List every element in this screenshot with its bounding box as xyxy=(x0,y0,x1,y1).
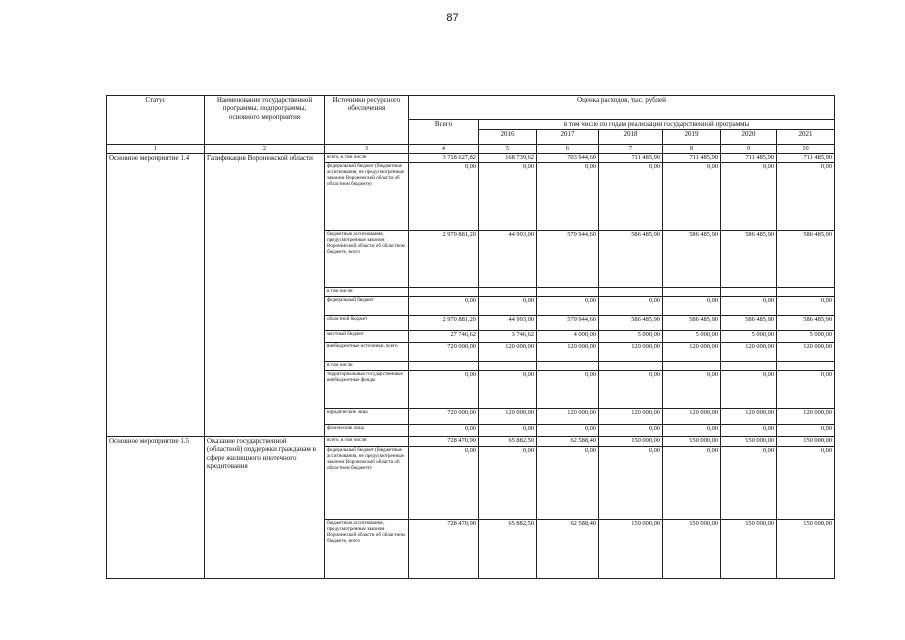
year-value-cell: 0,00 xyxy=(537,425,599,437)
year-value-cell: 65 882,50 xyxy=(479,437,537,447)
header-by-years: в том числе по годам реализации государственной программы xyxy=(479,120,835,130)
year-value-cell xyxy=(721,288,777,297)
year-value-cell xyxy=(537,288,599,297)
funding-source-cell: юридические лица xyxy=(325,409,409,425)
year-value-cell: 586 485,90 xyxy=(721,231,777,288)
year-value-cell: 150 000,00 xyxy=(777,520,835,579)
total-value-cell: 3 718 627,82 xyxy=(409,154,479,163)
year-value-cell: 3 746,62 xyxy=(479,331,537,343)
year-value-cell: 0,00 xyxy=(777,371,835,409)
budget-table xyxy=(106,95,835,579)
year-value-cell: 0,00 xyxy=(721,371,777,409)
header-year: 2018 xyxy=(599,130,663,145)
year-value-cell: 0,00 xyxy=(599,447,663,520)
total-value-cell xyxy=(409,362,479,371)
year-value-cell: 0,00 xyxy=(479,371,537,409)
year-value-cell: 120 000,00 xyxy=(663,343,721,362)
year-value-cell: 120 000,00 xyxy=(537,343,599,362)
year-value-cell: 0,00 xyxy=(599,297,663,316)
funding-source-cell: бюджетные ассигнования, предусмотренные законом Воронежской области об областном бюджете, всего xyxy=(325,520,409,579)
year-value-cell: 120 000,00 xyxy=(777,343,835,362)
total-value-cell: 728 470,90 xyxy=(409,437,479,447)
year-value-cell: 586 485,90 xyxy=(777,316,835,331)
column-number-row xyxy=(107,145,835,154)
year-value-cell: 579 944,60 xyxy=(537,316,599,331)
year-value-cell: 711 485,90 xyxy=(663,154,721,163)
year-value-cell: 0,00 xyxy=(721,163,777,231)
funding-source-cell: территориальные государственные внебюджетные фонды xyxy=(325,371,409,409)
year-value-cell: 0,00 xyxy=(663,297,721,316)
year-value-cell: 120 000,00 xyxy=(599,343,663,362)
header-estimate: Оценка расходов, тыс. рублей xyxy=(409,96,835,120)
year-value-cell: 0,00 xyxy=(721,425,777,437)
header-name: Наименование государственной программы, подпрограммы, основного мероприятия xyxy=(205,96,325,145)
funding-source-cell: федеральный бюджет xyxy=(325,297,409,316)
column-number: 5 xyxy=(479,145,537,154)
year-value-cell: 120 000,00 xyxy=(777,409,835,425)
funding-source-cell: федеральный бюджет (бюджетные ассигнования, не предусмотренные законом Воронежской области об областном бюджете) xyxy=(325,163,409,231)
column-number: 7 xyxy=(599,145,663,154)
year-value-cell: 0,00 xyxy=(777,297,835,316)
header-status: Статус xyxy=(107,96,205,145)
year-value-cell: 586 485,90 xyxy=(721,316,777,331)
year-value-cell: 120 000,00 xyxy=(721,409,777,425)
year-value-cell: 0,00 xyxy=(537,371,599,409)
year-value-cell: 0,00 xyxy=(479,425,537,437)
status-cell: Основное мероприятие 1.5 xyxy=(107,437,205,579)
total-value-cell: 728 470,90 xyxy=(409,520,479,579)
year-value-cell: 711 485,90 xyxy=(721,154,777,163)
total-value-cell: 0,00 xyxy=(409,447,479,520)
year-value-cell: 711 485,90 xyxy=(599,154,663,163)
year-value-cell xyxy=(479,288,537,297)
measure-name-cell: Газификация Воронежской области xyxy=(205,154,325,437)
year-value-cell: 65 882,50 xyxy=(479,520,537,579)
funding-source-cell: физические лица xyxy=(325,425,409,437)
column-number: 6 xyxy=(537,145,599,154)
funding-source-cell: бюджетные ассигнования, предусмотренные законом Воронежской области об областном бюджете, всего xyxy=(325,231,409,288)
year-value-cell: 586 485,90 xyxy=(599,316,663,331)
year-value-cell: 703 944,60 xyxy=(537,154,599,163)
funding-source-cell: федеральный бюджет (бюджетные ассигнования, не предусмотренные законом Воронежской области об областном бюджете) xyxy=(325,447,409,520)
header-total: Всего xyxy=(409,120,479,145)
year-value-cell: 150 000,00 xyxy=(721,520,777,579)
year-value-cell: 0,00 xyxy=(479,163,537,231)
column-number: 1 xyxy=(107,145,205,154)
year-value-cell: 62 588,40 xyxy=(537,437,599,447)
funding-source-cell: в том числе: xyxy=(325,288,409,297)
year-value-cell xyxy=(537,362,599,371)
year-value-cell: 0,00 xyxy=(663,371,721,409)
year-value-cell: 5 000,00 xyxy=(721,331,777,343)
header-year: 2017 xyxy=(537,130,599,145)
year-value-cell: 5 000,00 xyxy=(663,331,721,343)
funding-source-cell: всего, в том числе: xyxy=(325,154,409,163)
funding-source-cell: местный бюджет xyxy=(325,331,409,343)
total-value-cell: 0,00 xyxy=(409,297,479,316)
year-value-cell: 168 739,62 xyxy=(479,154,537,163)
year-value-cell: 150 000,00 xyxy=(663,520,721,579)
year-value-cell: 0,00 xyxy=(663,163,721,231)
year-value-cell: 0,00 xyxy=(599,371,663,409)
total-value-cell: 0,00 xyxy=(409,163,479,231)
year-value-cell: 0,00 xyxy=(721,447,777,520)
year-value-cell: 120 000,00 xyxy=(537,409,599,425)
year-value-cell: 120 000,00 xyxy=(663,409,721,425)
year-value-cell: 586 485,90 xyxy=(663,231,721,288)
year-value-cell: 120 000,00 xyxy=(479,409,537,425)
year-value-cell xyxy=(777,288,835,297)
table-row xyxy=(107,437,835,447)
year-value-cell: 0,00 xyxy=(777,163,835,231)
year-value-cell: 711 485,90 xyxy=(777,154,835,163)
year-value-cell: 0,00 xyxy=(537,447,599,520)
funding-source-cell: областной бюджет xyxy=(325,316,409,331)
funding-source-cell: в том числе: xyxy=(325,362,409,371)
year-value-cell xyxy=(663,362,721,371)
year-value-cell: 150 000,00 xyxy=(721,437,777,447)
year-value-cell: 0,00 xyxy=(599,163,663,231)
year-value-cell: 120 000,00 xyxy=(479,343,537,362)
column-number: 2 xyxy=(205,145,325,154)
total-value-cell: 720 000,00 xyxy=(409,409,479,425)
year-value-cell: 586 485,90 xyxy=(663,316,721,331)
status-cell: Основное мероприятие 1.4 xyxy=(107,154,205,437)
funding-source-cell: внебюджетные источники, всего xyxy=(325,343,409,362)
column-number: 8 xyxy=(663,145,721,154)
header-year: 2020 xyxy=(721,130,777,145)
year-value-cell xyxy=(599,362,663,371)
header-year: 2016 xyxy=(479,130,537,145)
year-value-cell: 62 588,40 xyxy=(537,520,599,579)
year-value-cell: 120 000,00 xyxy=(721,343,777,362)
year-value-cell xyxy=(599,288,663,297)
year-value-cell: 150 000,00 xyxy=(599,437,663,447)
year-value-cell: 150 000,00 xyxy=(777,437,835,447)
year-value-cell: 120 000,00 xyxy=(599,409,663,425)
year-value-cell: 4 000,00 xyxy=(537,331,599,343)
header-year: 2019 xyxy=(663,130,721,145)
year-value-cell: 0,00 xyxy=(537,163,599,231)
table-row xyxy=(107,154,835,163)
column-number: 10 xyxy=(777,145,835,154)
year-value-cell: 5 000,00 xyxy=(599,331,663,343)
funding-source-cell: всего, в том числе: xyxy=(325,437,409,447)
total-value-cell: 0,00 xyxy=(409,425,479,437)
column-number: 9 xyxy=(721,145,777,154)
column-number: 3 xyxy=(325,145,409,154)
year-value-cell: 0,00 xyxy=(777,447,835,520)
year-value-cell: 586 485,90 xyxy=(777,231,835,288)
year-value-cell: 586 485,90 xyxy=(599,231,663,288)
page-number: 87 xyxy=(446,12,459,24)
total-value-cell: 2 970 881,20 xyxy=(409,316,479,331)
year-value-cell: 0,00 xyxy=(777,425,835,437)
column-number: 4 xyxy=(409,145,479,154)
year-value-cell: 0,00 xyxy=(479,447,537,520)
total-value-cell: 0,00 xyxy=(409,371,479,409)
header-sources: Источники ресурсного обеспечения xyxy=(325,96,409,145)
header-year: 2021 xyxy=(777,130,835,145)
year-value-cell: 0,00 xyxy=(663,425,721,437)
year-value-cell xyxy=(479,362,537,371)
year-value-cell xyxy=(721,362,777,371)
year-value-cell xyxy=(663,288,721,297)
year-value-cell: 150 000,00 xyxy=(663,437,721,447)
measure-name-cell: Оказание государственной (областной) поддержки гражданам в сфере жилищного ипотечного кредитования xyxy=(205,437,325,579)
year-value-cell: 44 993,00 xyxy=(479,231,537,288)
year-value-cell: 0,00 xyxy=(599,425,663,437)
year-value-cell: 150 000,00 xyxy=(599,520,663,579)
year-value-cell: 579 944,60 xyxy=(537,231,599,288)
year-value-cell xyxy=(777,362,835,371)
year-value-cell: 5 000,00 xyxy=(777,331,835,343)
total-value-cell: 2 970 881,20 xyxy=(409,231,479,288)
year-value-cell: 0,00 xyxy=(537,297,599,316)
total-value-cell: 720 000,00 xyxy=(409,343,479,362)
year-value-cell: 44 993,00 xyxy=(479,316,537,331)
total-value-cell: 27 746,62 xyxy=(409,331,479,343)
total-value-cell xyxy=(409,288,479,297)
year-value-cell: 0,00 xyxy=(721,297,777,316)
year-value-cell: 0,00 xyxy=(663,447,721,520)
year-value-cell: 0,00 xyxy=(479,297,537,316)
